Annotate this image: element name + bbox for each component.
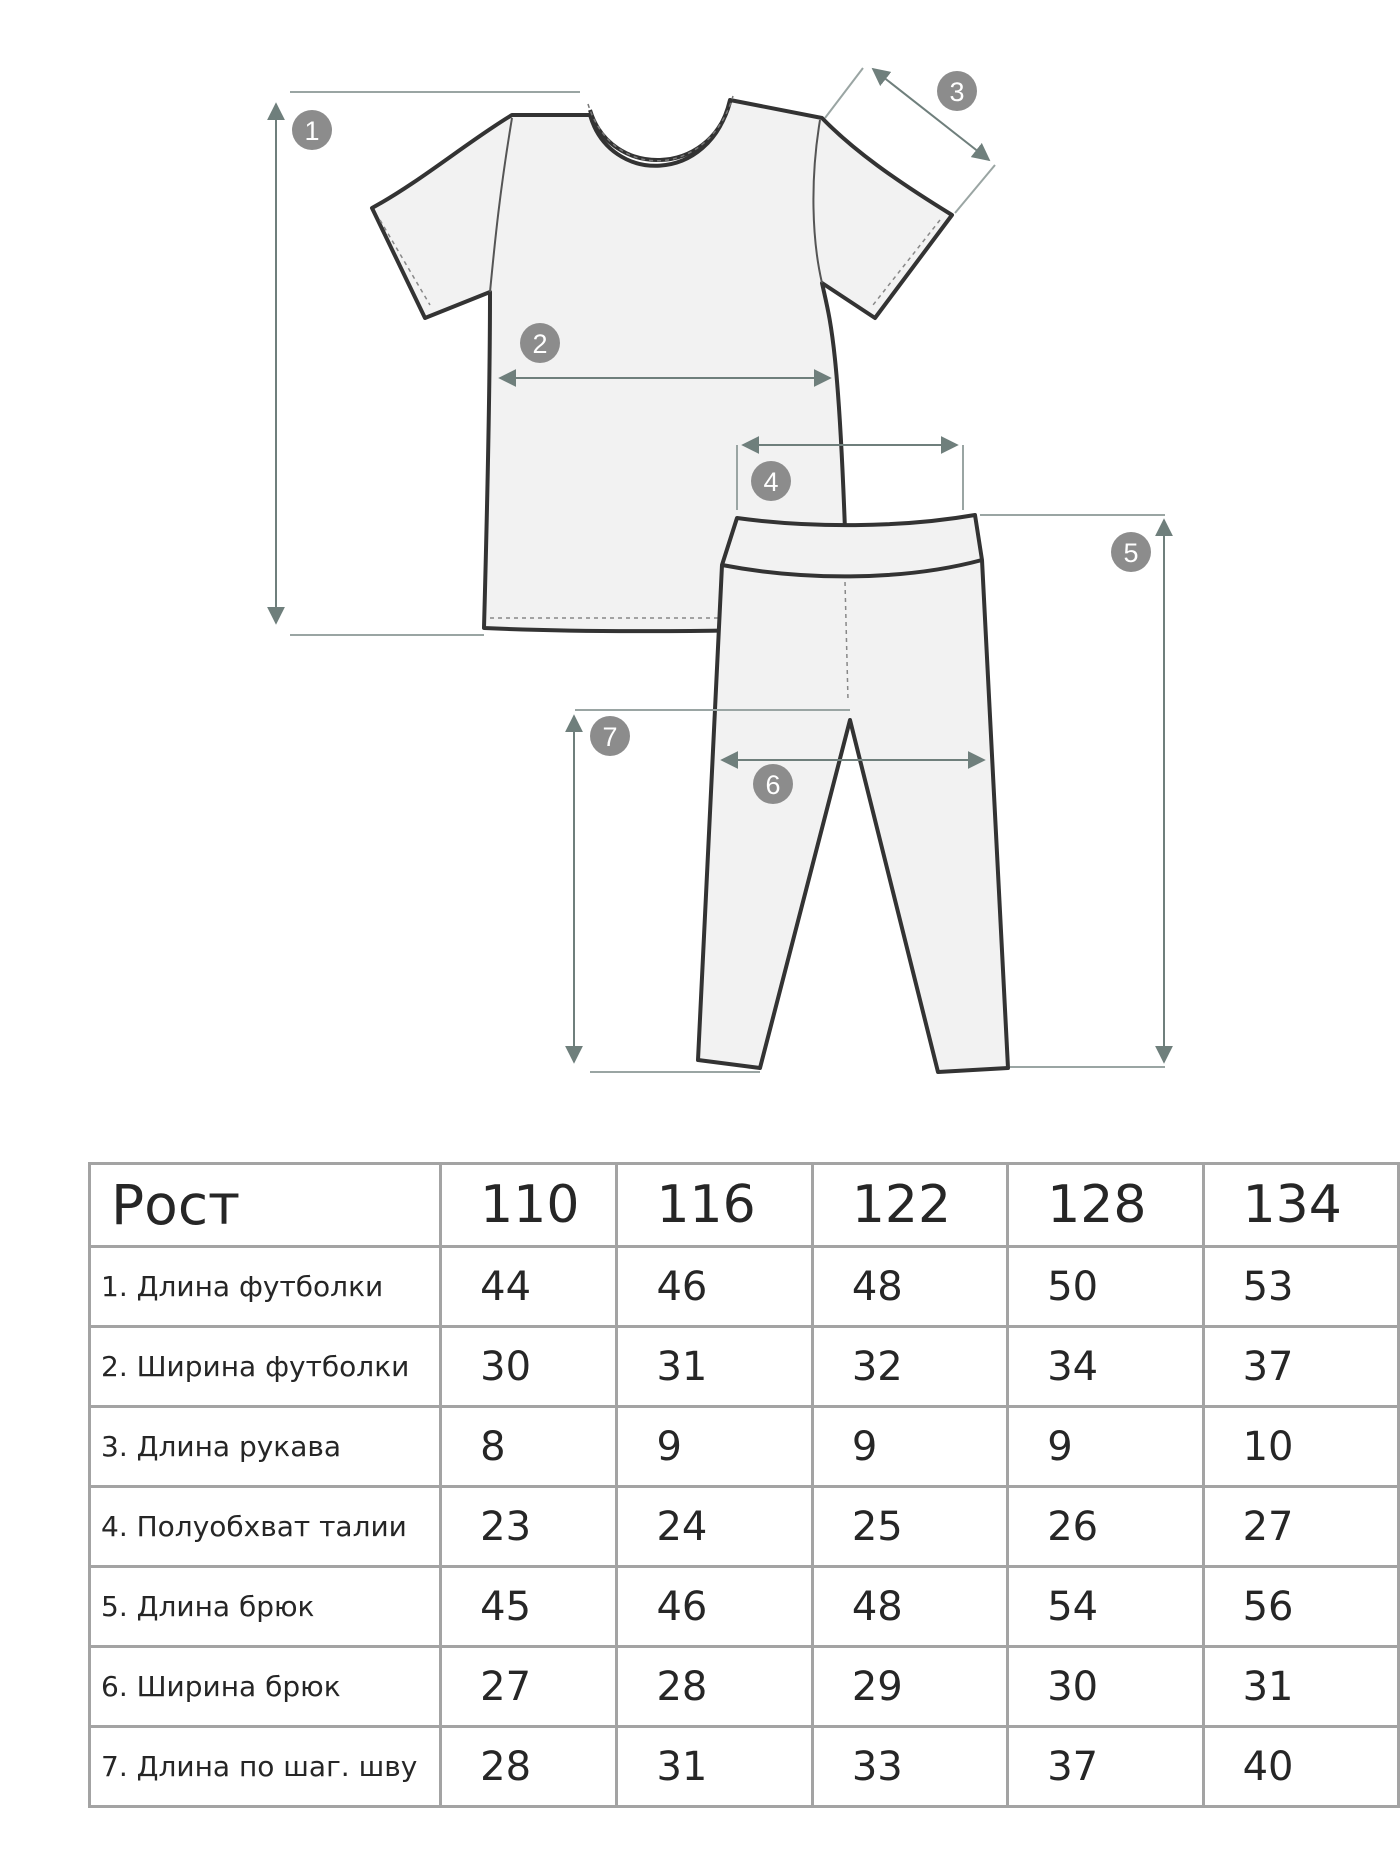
size-table — [88, 1162, 1400, 1808]
value-cell: 27 — [1203, 1487, 1398, 1567]
table-row — [90, 1727, 1399, 1807]
row-label: 3. Длина рукава — [90, 1407, 441, 1487]
value-cell: 45 — [441, 1567, 617, 1647]
value-cell: 29 — [812, 1647, 1007, 1727]
table-row — [90, 1647, 1399, 1727]
value-cell: 31 — [617, 1327, 812, 1407]
marker-7 — [590, 716, 630, 756]
row-label: 1. Длина футболки — [90, 1247, 441, 1327]
value-cell: 54 — [1008, 1567, 1203, 1647]
height-header: Рост — [90, 1164, 441, 1247]
value-cell: 50 — [1008, 1247, 1203, 1327]
table-row — [90, 1247, 1399, 1327]
size-header-cell: 110 — [441, 1164, 617, 1247]
marker-5-label: 5 — [1123, 538, 1139, 568]
size-header-row — [90, 1164, 1399, 1247]
value-cell: 56 — [1203, 1567, 1398, 1647]
value-cell: 40 — [1203, 1727, 1398, 1807]
marker-4-label: 4 — [763, 467, 779, 497]
row-label: 6. Ширина брюк — [90, 1647, 441, 1727]
marker-3 — [937, 71, 977, 111]
value-cell: 31 — [1203, 1647, 1398, 1727]
value-cell: 34 — [1008, 1327, 1203, 1407]
marker-6-label: 6 — [765, 770, 781, 800]
table-row — [90, 1567, 1399, 1647]
row-label: 5. Длина брюк — [90, 1567, 441, 1647]
table-row — [90, 1327, 1399, 1407]
value-cell: 9 — [1008, 1407, 1203, 1487]
value-cell: 48 — [812, 1247, 1007, 1327]
marker-1-label: 1 — [304, 116, 320, 146]
value-cell: 8 — [441, 1407, 617, 1487]
size-header-cell: 128 — [1008, 1164, 1203, 1247]
value-cell: 37 — [1008, 1727, 1203, 1807]
marker-2 — [520, 323, 560, 363]
value-cell: 33 — [812, 1727, 1007, 1807]
marker-1 — [292, 110, 332, 150]
value-cell: 46 — [617, 1247, 812, 1327]
value-cell: 28 — [441, 1727, 617, 1807]
value-cell: 10 — [1203, 1407, 1398, 1487]
value-cell: 30 — [1008, 1647, 1203, 1727]
row-label: 7. Длина по шаг. шву — [90, 1727, 441, 1807]
value-cell: 37 — [1203, 1327, 1398, 1407]
value-cell: 24 — [617, 1487, 812, 1567]
marker-5 — [1111, 532, 1151, 572]
row-label: 4. Полуобхват талии — [90, 1487, 441, 1567]
value-cell: 9 — [617, 1407, 812, 1487]
table-row — [90, 1487, 1399, 1567]
value-cell: 32 — [812, 1327, 1007, 1407]
table-row — [90, 1407, 1399, 1487]
value-cell: 44 — [441, 1247, 617, 1327]
value-cell: 27 — [441, 1647, 617, 1727]
value-cell: 48 — [812, 1567, 1007, 1647]
value-cell: 53 — [1203, 1247, 1398, 1327]
value-cell: 23 — [441, 1487, 617, 1567]
marker-4 — [751, 461, 791, 501]
value-cell: 25 — [812, 1487, 1007, 1567]
marker-6 — [753, 764, 793, 804]
value-cell: 9 — [812, 1407, 1007, 1487]
marker-7-label: 7 — [602, 722, 618, 752]
value-cell: 31 — [617, 1727, 812, 1807]
row-label: 2. Ширина футболки — [90, 1327, 441, 1407]
size-header-cell: 116 — [617, 1164, 812, 1247]
value-cell: 30 — [441, 1327, 617, 1407]
marker-2-label: 2 — [532, 329, 548, 359]
size-header-cell: 122 — [812, 1164, 1007, 1247]
marker-3-label: 3 — [949, 77, 965, 107]
value-cell: 26 — [1008, 1487, 1203, 1567]
value-cell: 28 — [617, 1647, 812, 1727]
size-header-cell: 134 — [1203, 1164, 1398, 1247]
value-cell: 46 — [617, 1567, 812, 1647]
pants-illustration — [698, 515, 1008, 1072]
